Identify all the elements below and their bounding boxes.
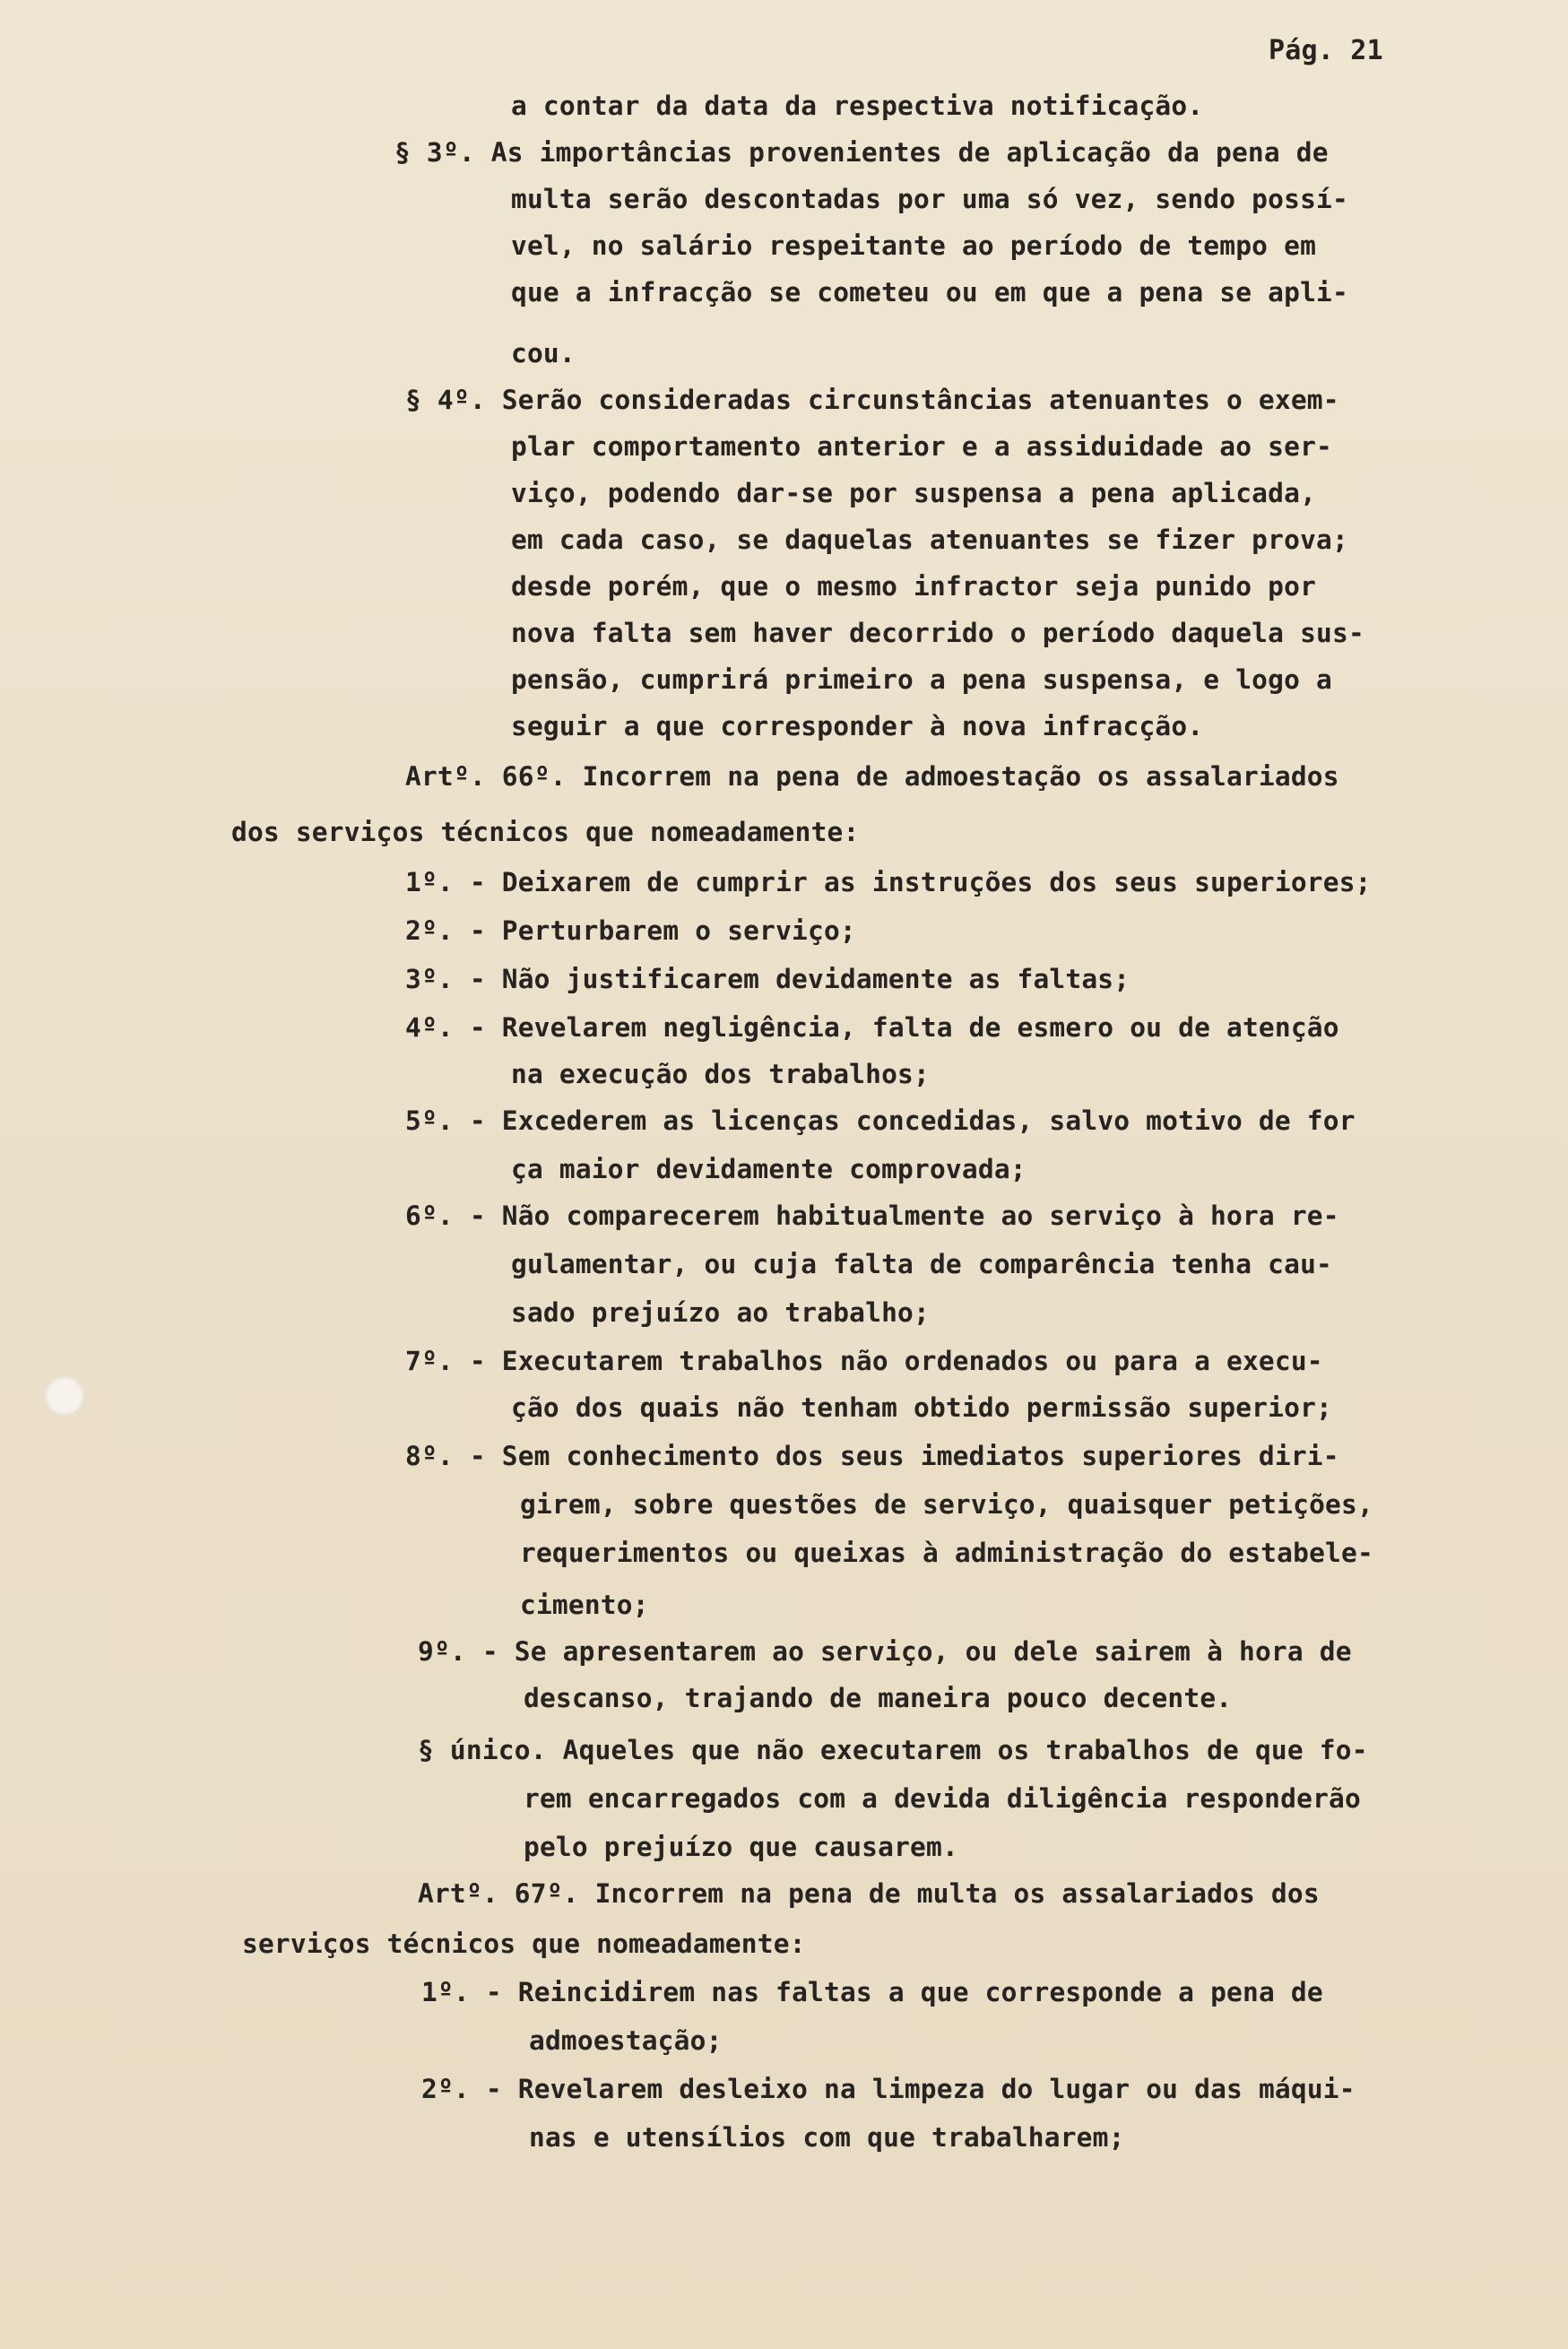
text-line: plar comportamento anterior e a assiduidade ao ser- bbox=[511, 431, 1332, 462]
punch-hole bbox=[45, 1376, 84, 1416]
list-item: 1º. - Reincidirem nas faltas a que corresponde a pena de bbox=[421, 1977, 1323, 2007]
list-item: 1º. - Deixarem de cumprir as instruções dos seus superiores; bbox=[405, 867, 1372, 897]
paragraph-3-heading: § 3º. As importâncias provenientes de aplicação da pena de bbox=[394, 137, 1329, 168]
paragraph-unico-heading: § único. Aqueles que não executarem os trabalhos de que fo- bbox=[418, 1735, 1368, 1765]
list-item: 7º. - Executarem trabalhos não ordenados ou para a execu- bbox=[405, 1346, 1323, 1376]
text-line: admoestação; bbox=[529, 2025, 723, 2056]
text-line: descanso, trajando de maneira pouco decente. bbox=[524, 1683, 1233, 1713]
text-line: desde porém, que o mesmo infractor seja punido por bbox=[511, 571, 1317, 602]
text-line: pelo prejuízo que causarem. bbox=[524, 1832, 958, 1862]
text-line: dos serviços técnicos que nomeadamente: bbox=[231, 817, 860, 847]
paragraph-4-heading: § 4º. Serão consideradas circunstâncias atenuantes o exem- bbox=[405, 385, 1339, 415]
text-line: a contar da data da respectiva notificação. bbox=[511, 91, 1204, 121]
text-line: ça maior devidamente comprovada; bbox=[511, 1154, 1027, 1184]
text-line: rem encarregados com a devida diligência responderão bbox=[524, 1783, 1361, 1814]
list-item: 2º. - Perturbarem o serviço; bbox=[405, 915, 856, 946]
text-line: pensão, cumprirá primeiro a pena suspensa, e logo a bbox=[511, 664, 1332, 695]
list-item: 6º. - Não comparecerem habitualmente ao serviço à hora re- bbox=[405, 1201, 1339, 1231]
text-line: em cada caso, se daquelas atenuantes se fizer prova; bbox=[511, 524, 1348, 555]
text-line: gulamentar, ou cuja falta de comparência tenha cau- bbox=[511, 1249, 1332, 1279]
text-line: vel, no salário respeitante ao período de tempo em bbox=[511, 230, 1317, 261]
text-line: cou. bbox=[511, 338, 576, 368]
text-line: cimento; bbox=[520, 1590, 649, 1620]
list-item: 5º. - Excederem as licenças concedidas, salvo motivo de for bbox=[405, 1105, 1356, 1136]
text-line: seguir a que corresponder à nova infracção. bbox=[511, 711, 1204, 741]
list-item: 9º. - Se apresentarem ao serviço, ou dele sairem à hora de bbox=[418, 1636, 1352, 1667]
text-line: girem, sobre questões de serviço, quaisquer petições, bbox=[520, 1489, 1373, 1520]
text-line: requerimentos ou queixas à administração do estabele- bbox=[520, 1538, 1373, 1568]
text-line: sado prejuízo ao trabalho; bbox=[511, 1297, 930, 1328]
list-item: 4º. - Revelarem negligência, falta de esmero ou de atenção bbox=[405, 1012, 1339, 1043]
list-item: 8º. - Sem conhecimento dos seus imediatos superiores diri- bbox=[405, 1441, 1339, 1471]
article-66-heading: Artº. 66º. Incorrem na pena de admoestação os assalariados bbox=[405, 761, 1339, 792]
text-line: serviços técnicos que nomeadamente: bbox=[242, 1929, 806, 1959]
text-line: ção dos quais não tenham obtido permissão superior; bbox=[511, 1392, 1332, 1423]
text-line: nova falta sem haver decorrido o período daquela sus- bbox=[511, 618, 1364, 648]
page-number: Pág. 21 bbox=[1269, 35, 1383, 66]
text-line: viço, podendo dar-se por suspensa a pena aplicada, bbox=[511, 478, 1317, 508]
text-line: na execução dos trabalhos; bbox=[511, 1059, 930, 1089]
text-line: multa serão descontadas por uma só vez, sendo possí- bbox=[511, 184, 1348, 214]
article-67-heading: Artº. 67º. Incorrem na pena de multa os assalariados dos bbox=[418, 1878, 1320, 1909]
list-item: 2º. - Revelarem desleixo na limpeza do lugar ou das máqui- bbox=[421, 2074, 1356, 2104]
list-item: 3º. - Não justificarem devidamente as faltas; bbox=[405, 964, 1131, 994]
text-line: nas e utensílios com que trabalharem; bbox=[529, 2122, 1125, 2153]
text-line: que a infracção se cometeu ou em que a pena se apli- bbox=[511, 277, 1348, 308]
